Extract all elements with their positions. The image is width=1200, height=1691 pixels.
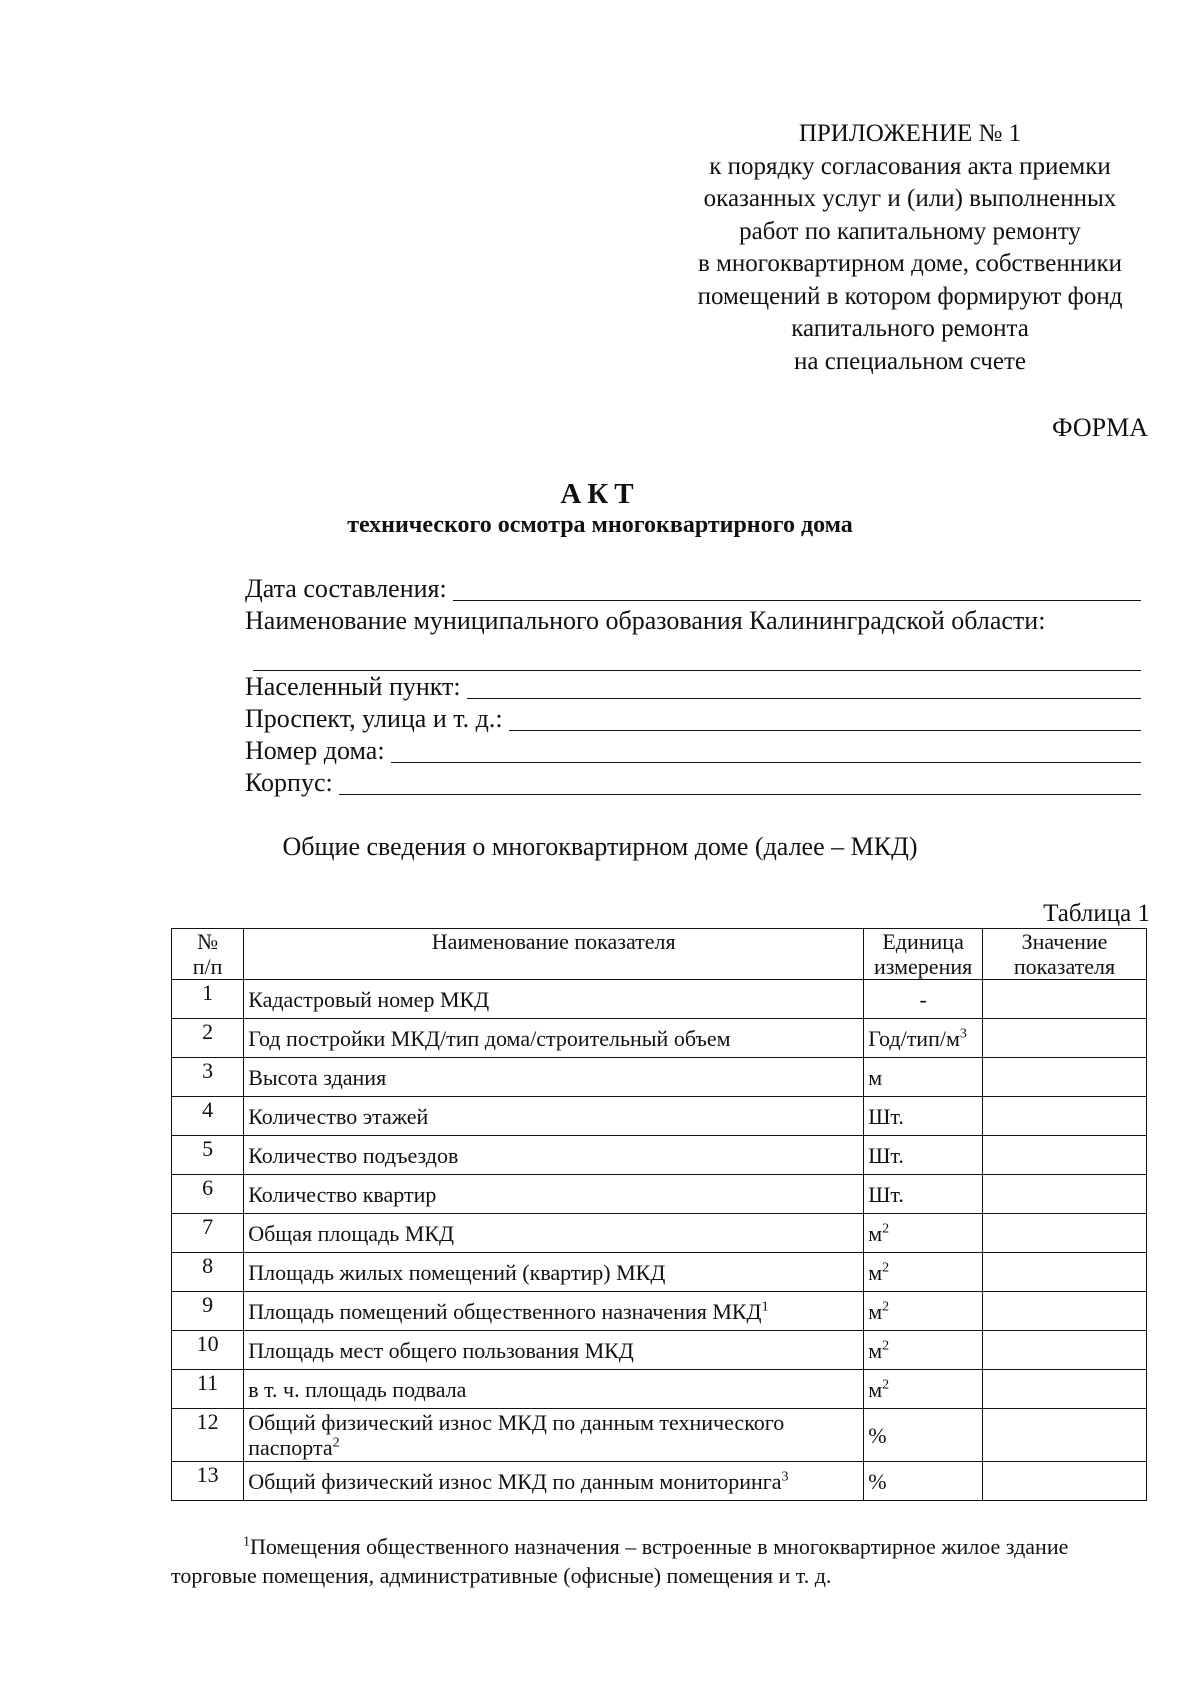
appendix-line: ПРИЛОЖЕНИЕ № 1 xyxy=(798,120,1022,147)
street-label: Проспект, улица и т. д.: xyxy=(245,704,503,733)
appendix-line: к порядку согласования акта приемки xyxy=(709,152,1111,180)
header-value-line: показателя xyxy=(1013,954,1116,979)
row-indicator-name xyxy=(244,1292,864,1331)
row-number: 10 xyxy=(172,1331,244,1370)
row-number: 13 xyxy=(172,1462,244,1501)
row-unit xyxy=(864,1136,983,1175)
footnote-text: Помещения общественного назначения – встроенные в многоквартирное жилое здание xyxy=(250,1534,1069,1559)
row-indicator-name xyxy=(244,1136,864,1175)
row-number: 9 xyxy=(172,1292,244,1331)
unit-text: Шт. xyxy=(868,1142,904,1168)
settlement-label: Населенный пункт: xyxy=(245,672,461,701)
row-indicator-name xyxy=(244,1370,864,1409)
row-number: 12 xyxy=(172,1409,244,1462)
unit-text: Шт. xyxy=(868,1103,904,1129)
unit-exponent: 2 xyxy=(882,1260,890,1276)
row-indicator-name xyxy=(244,1331,864,1370)
street-input-line[interactable] xyxy=(509,706,1141,731)
row-value-cell[interactable] xyxy=(983,1136,1147,1175)
form-label: ФОРМА xyxy=(1052,413,1148,442)
row-value-cell[interactable] xyxy=(983,1019,1147,1058)
row-unit xyxy=(864,1462,983,1501)
indicator-name-text: Количество этажей xyxy=(248,1103,429,1129)
header-num xyxy=(172,929,244,980)
section-title: Общие сведения о многоквартирном доме (далее – МКД) xyxy=(282,832,918,861)
municipality-label: Наименование муниципального образования Калининградской области: xyxy=(245,606,1046,635)
document-subtitle: технического осмотра многоквартирного дома xyxy=(347,512,853,538)
table-row xyxy=(172,1175,1147,1214)
table-row xyxy=(172,1462,1147,1501)
table-row xyxy=(172,1214,1147,1253)
settlement-field xyxy=(245,673,1141,702)
row-unit xyxy=(864,980,983,1019)
indicator-name-text: Высота здания xyxy=(248,1064,387,1090)
street-field xyxy=(245,702,1141,734)
row-value-cell[interactable] xyxy=(983,1409,1147,1462)
unit-text: м xyxy=(868,1064,883,1090)
document-title: АКТ xyxy=(560,478,640,510)
footnote-ref: 1 xyxy=(761,1299,769,1315)
unit-exponent: 2 xyxy=(882,1377,890,1393)
unit-exponent: 2 xyxy=(882,1221,890,1237)
row-number: 4 xyxy=(172,1097,244,1136)
date-input-line[interactable] xyxy=(453,576,1141,601)
row-number: 1 xyxy=(172,980,244,1019)
row-unit xyxy=(864,1058,983,1097)
appendix-line: помещений в котором формируют фонд xyxy=(697,282,1123,310)
unit-exponent: 3 xyxy=(959,1026,967,1042)
row-value-cell[interactable] xyxy=(983,1292,1147,1331)
unit-text: Шт. xyxy=(868,1181,904,1207)
footnote-marker: 1 xyxy=(243,1534,250,1550)
municipality-input-line[interactable] xyxy=(253,636,1141,671)
unit-text: % xyxy=(868,1468,887,1494)
footnote-line xyxy=(171,1532,1171,1561)
row-unit xyxy=(864,1175,983,1214)
unit-text: м xyxy=(868,1337,883,1363)
house-label: Номер дома: xyxy=(245,736,385,765)
unit-exponent: 2 xyxy=(882,1338,890,1354)
indicator-name-text: Площадь жилых помещений (квартир) МКД xyxy=(248,1259,666,1285)
row-indicator-name xyxy=(244,1058,864,1097)
row-indicator-name xyxy=(244,1253,864,1292)
indicator-name-text: в т. ч. площадь подвала xyxy=(248,1376,467,1402)
form-fields xyxy=(245,572,1141,798)
header-unit xyxy=(864,929,983,980)
row-number: 3 xyxy=(172,1058,244,1097)
table-header-row xyxy=(172,929,1147,980)
row-indicator-name xyxy=(244,1019,864,1058)
building-input-line[interactable] xyxy=(339,770,1141,795)
row-indicator-name xyxy=(244,1175,864,1214)
row-indicator-name xyxy=(244,1462,864,1501)
table-label: Таблица 1 xyxy=(1043,900,1150,927)
row-unit xyxy=(864,1409,983,1462)
row-indicator-name xyxy=(244,1409,864,1462)
unit-text: м xyxy=(868,1376,883,1402)
row-indicator-name xyxy=(244,1214,864,1253)
appendix-header xyxy=(650,118,1170,378)
footnote-ref: 3 xyxy=(781,1469,789,1485)
table-row xyxy=(172,1058,1147,1097)
unit-text: м xyxy=(868,1298,883,1324)
table-row xyxy=(172,1097,1147,1136)
house-input-line[interactable] xyxy=(391,738,1141,763)
header-unit-line: измерения xyxy=(873,954,973,979)
unit-text: % xyxy=(868,1422,887,1448)
table-row xyxy=(172,1331,1147,1370)
row-value-cell[interactable] xyxy=(983,1058,1147,1097)
header-value xyxy=(983,929,1147,980)
appendix-line: в многоквартирном доме, собственники xyxy=(698,250,1122,277)
indicator-name-text: Количество квартир xyxy=(248,1181,437,1207)
building-label: Корпус: xyxy=(245,768,333,797)
table-row xyxy=(172,1409,1147,1462)
table-body xyxy=(172,980,1147,1501)
row-value-cell[interactable] xyxy=(983,1331,1147,1370)
building-field xyxy=(245,766,1141,798)
indicator-name-text: Общая площадь МКД xyxy=(248,1220,455,1246)
municipality-field xyxy=(245,604,1141,636)
indicator-name-text: Общий физический износ МКД по данным технического паспорта xyxy=(248,1410,785,1460)
row-value-cell[interactable] xyxy=(983,980,1147,1019)
row-value-cell[interactable] xyxy=(983,1253,1147,1292)
indicator-name-text: Год постройки МКД/тип дома/строительный объем xyxy=(248,1025,731,1051)
footnote-line: торговые помещения, административные (офисные) помещения и т. д. xyxy=(171,1563,832,1588)
row-value-cell[interactable] xyxy=(983,1462,1147,1501)
appendix-line: на специальном счете xyxy=(793,347,1026,375)
table-row xyxy=(172,1019,1147,1058)
settlement-input-line[interactable] xyxy=(467,674,1141,699)
row-number: 5 xyxy=(172,1136,244,1175)
info-table xyxy=(171,928,1147,1501)
unit-text: м xyxy=(868,1220,883,1246)
unit-exponent: 2 xyxy=(882,1299,890,1315)
header-name: Наименование показателя xyxy=(244,929,864,980)
table-row xyxy=(172,1253,1147,1292)
row-number: 8 xyxy=(172,1253,244,1292)
row-unit xyxy=(864,1214,983,1253)
indicator-name-text: Кадастровый номер МКД xyxy=(248,986,490,1012)
date-label: Дата составления: xyxy=(245,574,447,603)
indicator-name-text: Общий физический износ МКД по данным мониторинга xyxy=(248,1468,782,1494)
footnote-ref: 2 xyxy=(332,1435,340,1451)
unit-text: Год/тип/м xyxy=(868,1025,960,1051)
row-unit xyxy=(864,1370,983,1409)
row-value-cell[interactable] xyxy=(983,1370,1147,1409)
row-number: 11 xyxy=(172,1370,244,1409)
row-unit xyxy=(864,1253,983,1292)
row-number: 2 xyxy=(172,1019,244,1058)
header-num-line: п/п xyxy=(192,954,223,979)
indicator-name-text: Площадь помещений общественного назначения МКД xyxy=(248,1298,762,1324)
appendix-line: капитального ремонта xyxy=(791,315,1029,342)
appendix-line: оказанных услуг и (или) выполненных xyxy=(703,185,1117,212)
row-indicator-name xyxy=(244,1097,864,1136)
table-row xyxy=(172,1292,1147,1331)
footnote xyxy=(171,1532,1171,1590)
row-unit xyxy=(864,1097,983,1136)
row-number: 6 xyxy=(172,1175,244,1214)
house-field xyxy=(245,734,1141,766)
table-row xyxy=(172,1370,1147,1409)
table-row xyxy=(172,1136,1147,1175)
row-value-cell[interactable] xyxy=(983,1214,1147,1253)
table-row xyxy=(172,980,1147,1019)
row-value-cell[interactable] xyxy=(983,1175,1147,1214)
date-field xyxy=(245,572,1141,604)
header-unit-line: Единица xyxy=(882,929,964,954)
row-number: 7 xyxy=(172,1214,244,1253)
indicator-name-text: Площадь мест общего пользования МКД xyxy=(248,1337,634,1363)
unit-text: - xyxy=(919,986,927,1012)
unit-text: м xyxy=(868,1259,883,1285)
header-num-line: № xyxy=(197,929,219,954)
row-indicator-name xyxy=(244,980,864,1019)
row-unit xyxy=(864,1292,983,1331)
header-value-line: Значение xyxy=(1021,929,1108,954)
row-unit xyxy=(864,1019,983,1058)
indicator-name-text: Количество подъездов xyxy=(248,1142,459,1168)
row-unit xyxy=(864,1331,983,1370)
appendix-line: работ по капитальному ремонту xyxy=(739,217,1081,245)
row-value-cell[interactable] xyxy=(983,1097,1147,1136)
